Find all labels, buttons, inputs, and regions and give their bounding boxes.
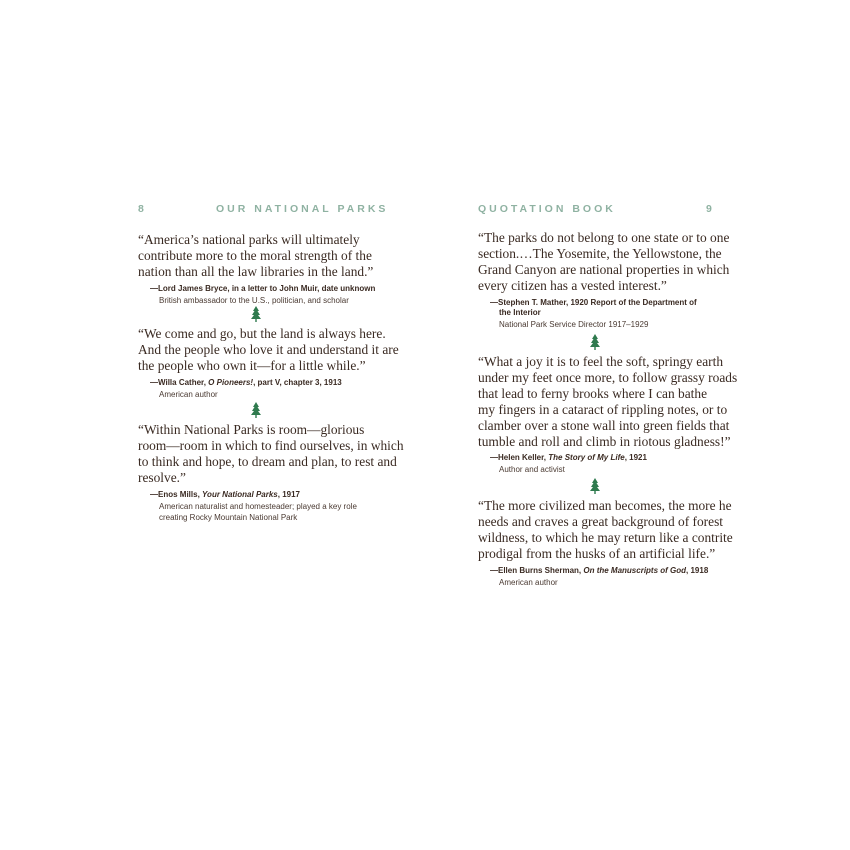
quote-text — [478, 354, 758, 449]
pine-tree-icon — [590, 478, 600, 494]
quote-attribution: —Lord James Bryce, in a letter to John Muir, date unknown — [150, 283, 376, 293]
quote-text — [138, 232, 408, 280]
author-description: National Park Service Director 1917–1929 — [499, 319, 649, 329]
description-line: American naturalist and homesteader; played a key role — [159, 501, 357, 511]
quote-line: section.…The Yosemite, the Yellowstone, the — [478, 245, 722, 261]
attribution-author: —Enos Mills, — [150, 489, 203, 499]
quote-line: Grand Canyon are national properties in which — [478, 261, 730, 277]
quote-attribution — [490, 453, 758, 463]
quote-line: room—room in which to find ourselves, in which — [138, 437, 404, 453]
running-title: QUOTATION BOOK — [478, 203, 616, 215]
quote-block — [138, 422, 408, 523]
attribution-author: —Willa Cather, — [150, 377, 209, 387]
attribution-title: The Story of My Life — [548, 453, 625, 463]
author-description: Author and activist — [499, 465, 565, 475]
quote-text — [478, 498, 763, 562]
quote-line: prodigal from the husks of an artificial life.” — [478, 545, 716, 561]
attribution-author: —Ellen Burns Sherman, — [490, 565, 584, 575]
quote-attribution — [490, 298, 758, 318]
quote-text — [138, 326, 408, 374]
quote-line: under my feet once more, to follow grassy roads — [478, 369, 738, 385]
page-number: 8 — [138, 203, 147, 215]
quote-block — [138, 326, 408, 400]
quote-line: “We come and go, but the land is always here. — [138, 326, 386, 341]
quote-line: that lead to ferny brooks where I can bathe — [478, 385, 708, 401]
quote-line: “The more civilized man becomes, the more he — [478, 498, 732, 513]
quote-line: tumble and roll and climb in riotous gladness!” — [478, 433, 731, 449]
quote-attribution — [150, 378, 408, 388]
quote-block — [478, 498, 763, 588]
quote-line: clamber over a stone wall into green fields that — [478, 417, 730, 433]
attribution-detail: , 1917 — [277, 489, 300, 499]
page-number: 9 — [706, 203, 715, 215]
quote-text — [478, 230, 758, 294]
quote-block — [478, 230, 758, 330]
pine-tree-icon — [251, 306, 261, 322]
quote-block — [138, 232, 408, 306]
quote-text — [138, 422, 408, 486]
description-line: creating Rocky Mountain National Park — [159, 512, 298, 522]
quote-line: nation than all the law libraries in the land.” — [138, 263, 374, 279]
quote-attribution-wrap — [490, 298, 758, 330]
pine-tree-icon — [590, 334, 600, 350]
right-page — [425, 0, 850, 850]
attribution-detail: , 1918 — [686, 565, 709, 575]
running-title: OUR NATIONAL PARKS — [216, 203, 389, 215]
quote-line: every citizen has a vested interest.” — [478, 277, 667, 293]
quote-line: “America’s national parks will ultimately — [138, 232, 360, 247]
quote-line: needs and craves a great background of forest — [478, 513, 724, 529]
quote-line: “What a joy it is to feel the soft, springy earth — [478, 354, 724, 369]
attribution-line: —Stephen T. Mather, 1920 Report of the Department of — [490, 297, 697, 307]
quote-line: to think and hope, to dream and plan, to rest and — [138, 453, 397, 469]
attribution-author: —Helen Keller, — [490, 453, 549, 463]
pine-tree-icon — [251, 402, 261, 418]
attribution-title: On the Manuscripts of God — [583, 565, 687, 575]
quote-line: “Within National Parks is room—glorious — [138, 422, 365, 437]
quote-line: “The parks do not belong to one state or to one — [478, 230, 730, 245]
quote-attribution — [150, 490, 408, 500]
quote-line: my fingers in a cataract of rippling notes, or to — [478, 401, 728, 417]
attribution-title: Your National Parks — [202, 489, 278, 499]
quote-line: wildness, to which he may return like a contrite — [478, 529, 733, 545]
attribution-detail: , part V, chapter 3, 1913 — [253, 377, 342, 387]
author-description — [159, 501, 408, 523]
attribution-line: the Interior — [499, 307, 541, 317]
quote-line: resolve.” — [138, 469, 186, 485]
author-description: American author — [499, 577, 558, 587]
quote-line: the people who own it—for a little while.” — [138, 357, 366, 373]
author-description: American author — [159, 389, 218, 399]
attribution-title: O Pioneers! — [208, 377, 254, 387]
attribution-detail: , 1921 — [624, 453, 647, 463]
quote-attribution — [490, 566, 763, 576]
quote-block — [478, 354, 758, 475]
author-description: British ambassador to the U.S., politician, and scholar — [159, 295, 349, 305]
quote-line: contribute more to the moral strength of the — [138, 247, 372, 263]
quote-line: And the people who love it and understand it are — [138, 341, 399, 357]
